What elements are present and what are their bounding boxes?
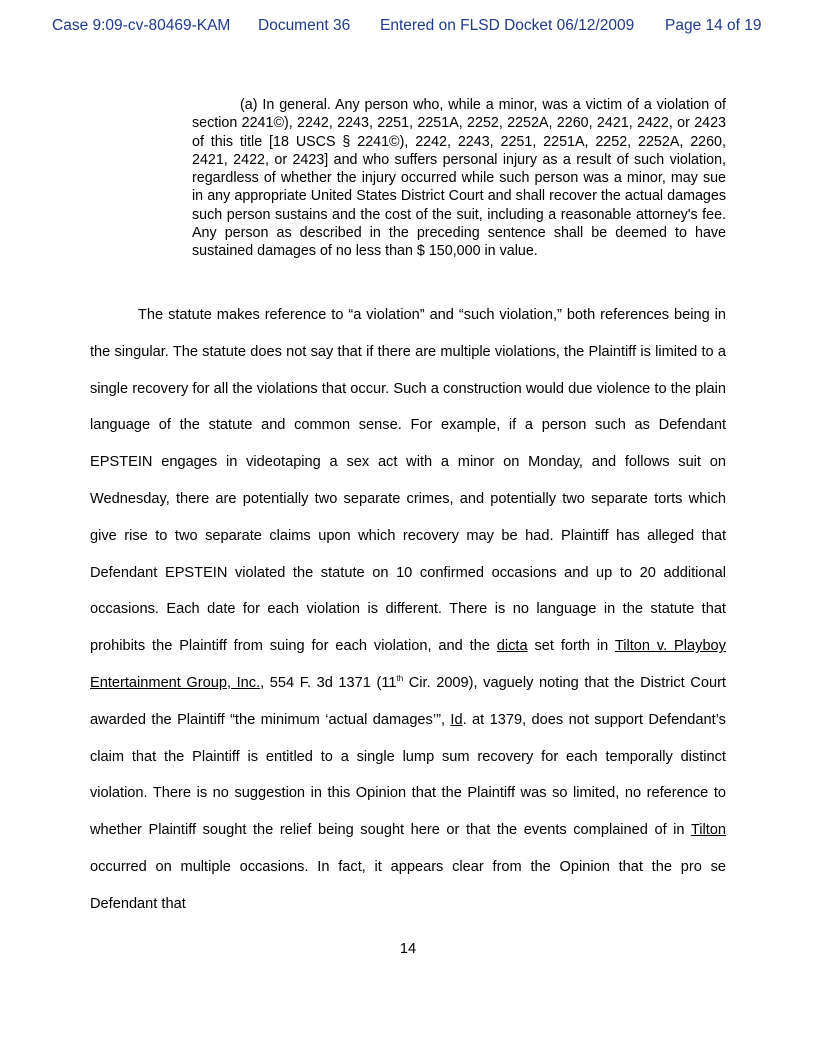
body-text: Cir. 2009), vaguely noting that the District Court awarded the Plaintiff “the minimum ‘actual damages’”, (90, 674, 726, 728)
ordinal-superscript: th (396, 673, 404, 683)
page-indicator: Page 14 of 19 (665, 17, 762, 34)
body-text: set forth in (534, 638, 609, 655)
docket-entry-date: Entered on FLSD Docket 06/12/2009 (380, 17, 635, 34)
case-citation-tilton-playboy: Tilton v. Playboy Entertainment Group, Inc. (90, 638, 726, 691)
body-paragraph (90, 297, 726, 923)
statute-block-quote: (a) In general. Any person who, while a minor, was a victim of a violation of section 2241©), 2242, 2243, 2251, 2251A, 2252, 2252A, 2260, 2421, 2422, or 2423 of this title [18 USCS § 2241©), 2242, 2243, 2251, 2251A, 2252, 2252A, 2260, 2421, 2422, or 2423] and who suffers personal injury as a result of such violation, regardless of whether the injury occurred while such person was a minor, may sue in any appropriate United States District Court and shall recover the actual damages such person sustains and the cost of the suit, including a reasonable attorney's fee. Any person as described in the preceding sentence shall be deemed to have sustained damages of no less than $ 150,000 in value. (192, 97, 726, 260)
dicta-term: dicta (496, 638, 528, 655)
case-reference-tilton: Tilton (690, 822, 726, 839)
body-text: occurred on multiple occasions. In fact, it appears clear from the Opinion that the pro se Defendant that (90, 858, 726, 912)
page-number: 14 (399, 941, 417, 957)
id-citation: Id (450, 711, 463, 728)
document-number: Document 36 (258, 17, 351, 34)
body-text: . at 1379, does not support Defendant’s claim that the Plaintiff is entitled to a single lump sum recovery for each temporally distinct violation. There is no suggestion in this Opinion that the Plaintiff was so limited, no reference to whether Plaintiff sought the relief being sought here or that the events complained of in (90, 711, 726, 839)
body-text: , 554 F. 3d 1371 (11 (260, 674, 397, 691)
case-number: Case 9:09-cv-80469-KAM (52, 17, 231, 34)
body-text: The statute makes reference to “a violation” and “such violation,” both references being in the singular. The statute does not say that if there are multiple violations, the Plaintiff is limited to a single recovery for all the violations that occur. Such a construction would due violence to the plain language of the statute and common sense. For example, if a person such as Defendant EPSTEIN engages in videotaping a sex act with a minor on Monday, and follows suit on Wednesday, there are potentially two separate crimes, and potentially two separate torts which give rise to two separate claims upon which recovery may be had. Plaintiff has alleged that Defendant EPSTEIN violated the statute on 10 confirmed occasions and up to 20 additional occasions. Each date for each violation is different. There is no language in the statute that prohibits the Plaintiff from suing for each violation, and the (90, 307, 726, 655)
